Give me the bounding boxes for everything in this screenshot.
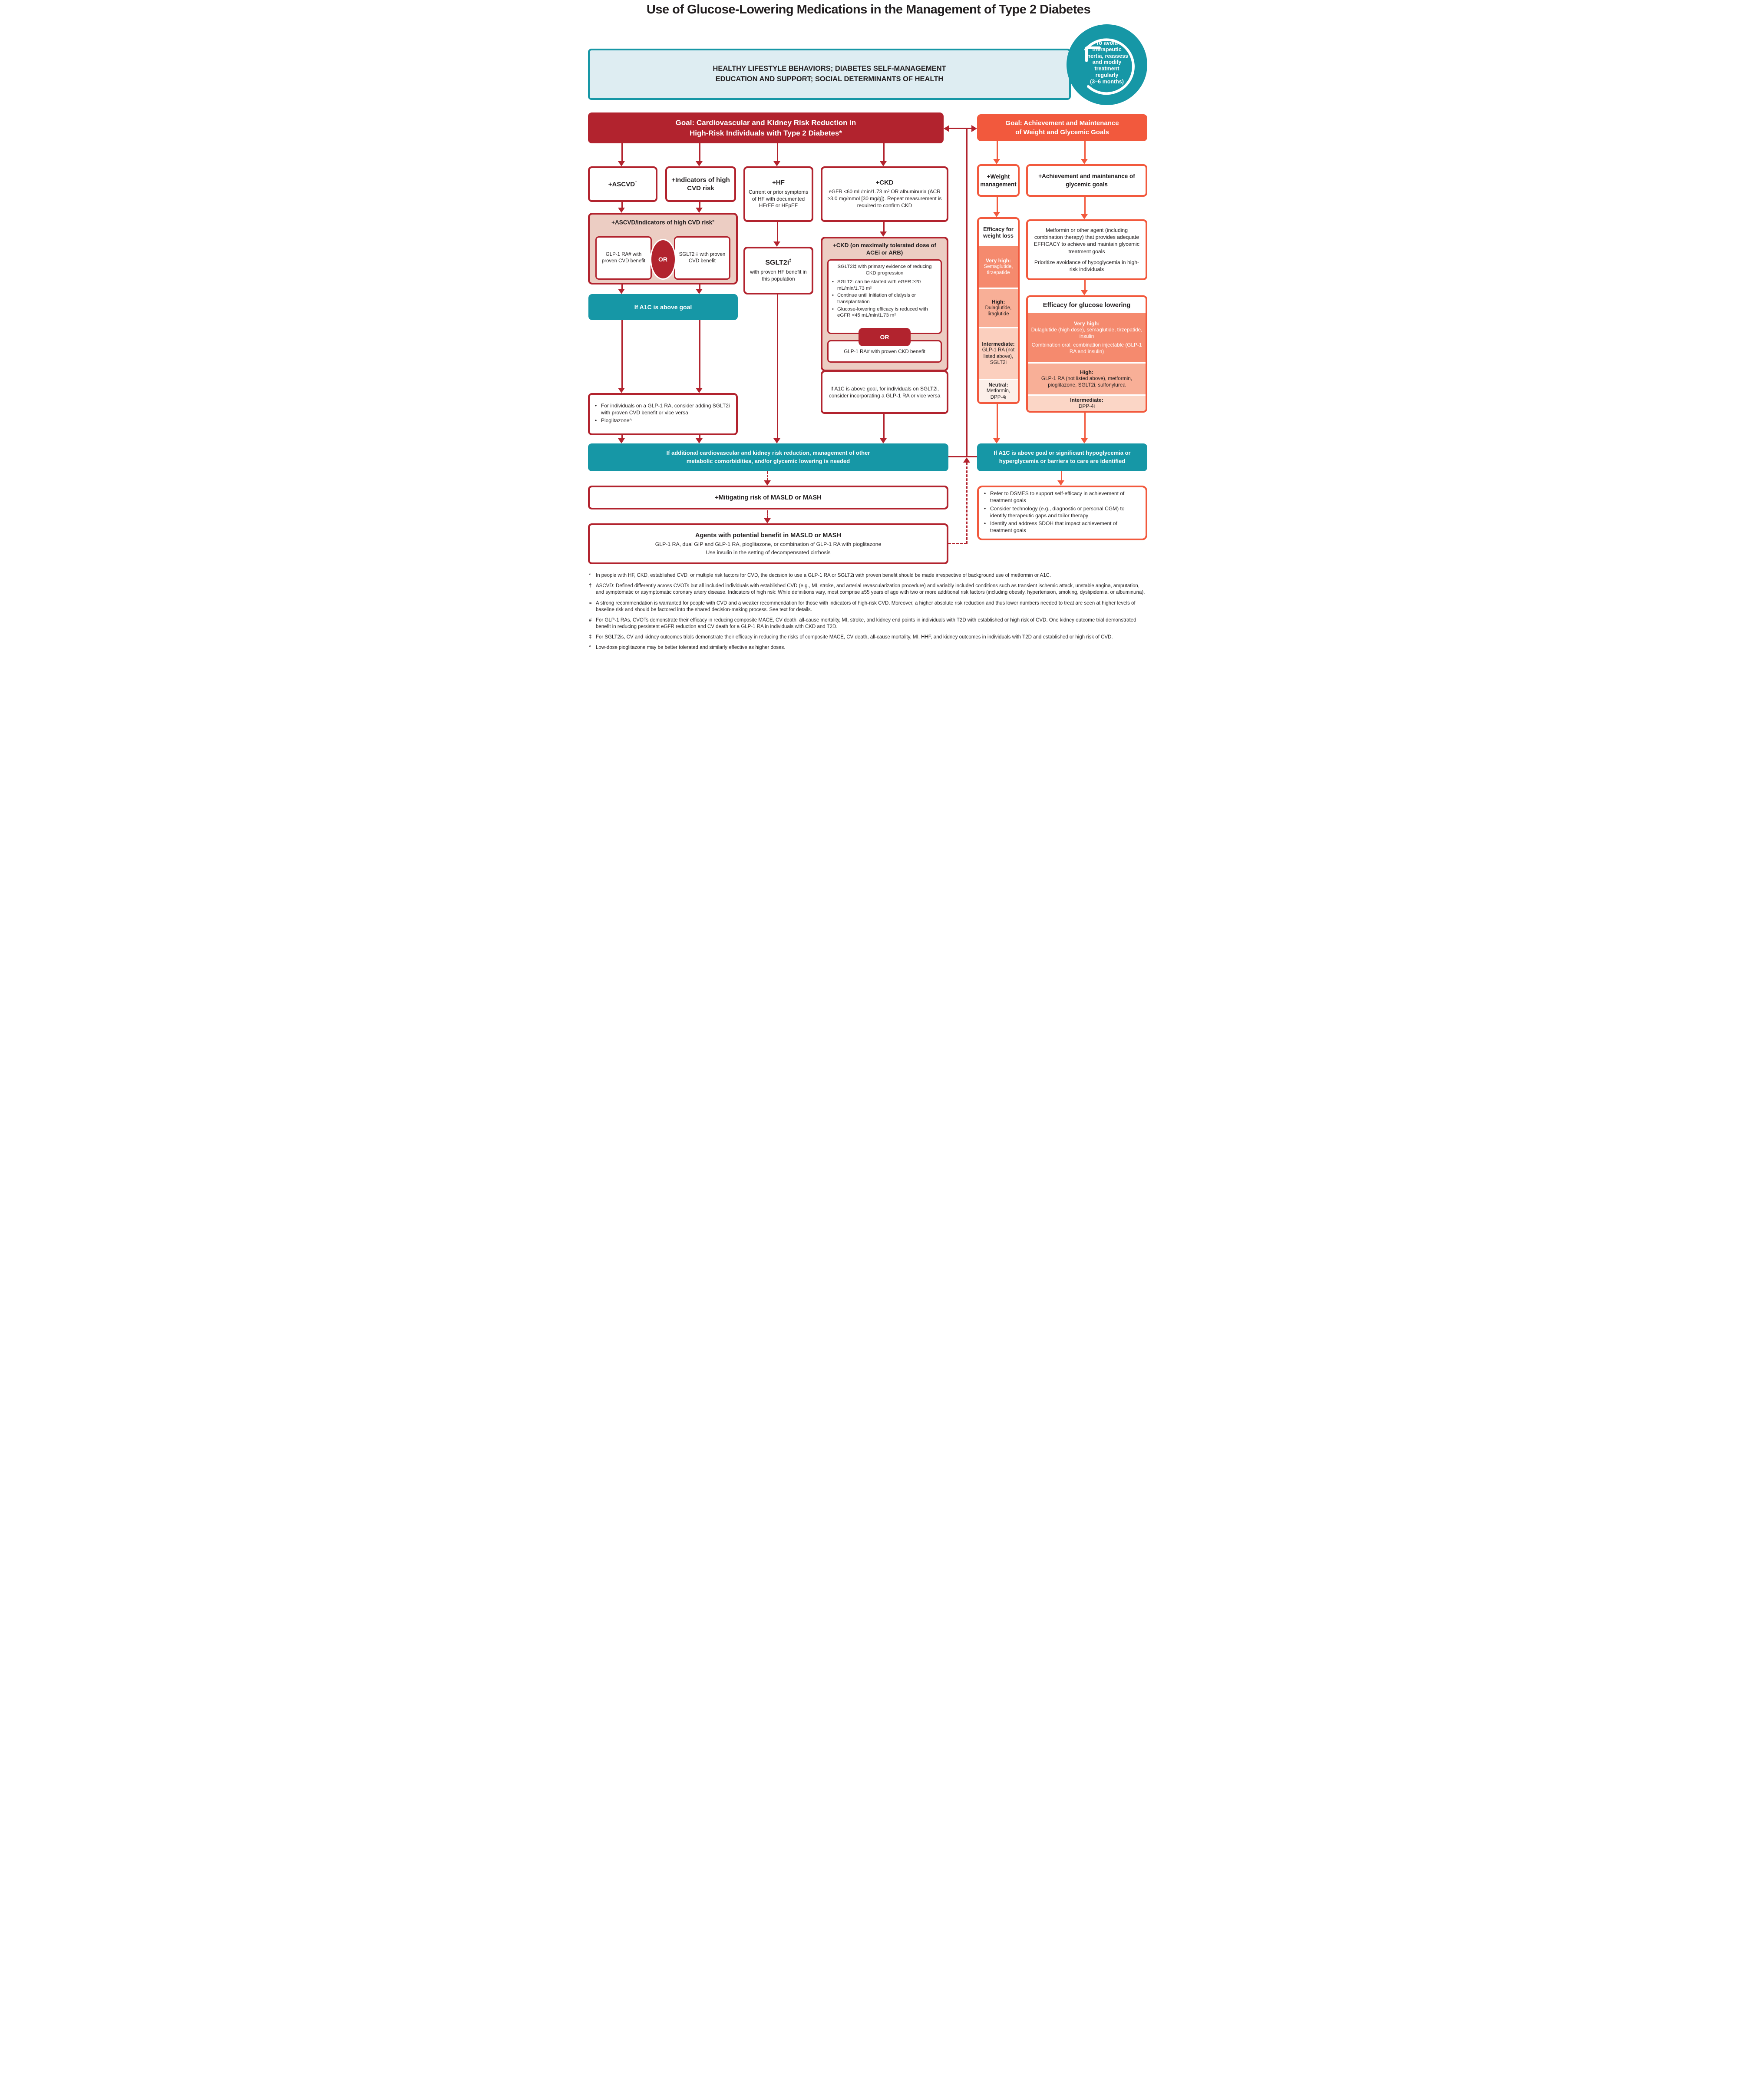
arrowhead-down-icon: [696, 438, 703, 443]
goal-cardio-kidney-header: Goal: Cardiovascular and Kidney Risk Reduction in High-Risk Individuals with Type 2 Diabetes*: [588, 112, 944, 143]
connector: [883, 143, 885, 162]
hf-box: [743, 166, 813, 222]
arrowhead-down-icon: [1057, 480, 1064, 486]
arrowhead-down-icon: [993, 159, 1000, 164]
footnote: * In people with HF, CKD, established CVD, or multiple risk factors for CVD, the decision to use a GLP-1 RA or SGLT2i with proven benefit should be made irrespective of background use of metformin or A1C.: [589, 573, 1051, 578]
arrowhead-down-icon: [773, 438, 780, 443]
hf-title: +HF: [772, 179, 785, 186]
dashed-connector: [767, 510, 768, 519]
ckd-a1c-note-box: If A1C is above goal, for individuals on SGLT2i, consider incorporating a GLP-1 RA or vice versa: [821, 370, 948, 414]
connector: [621, 202, 623, 208]
footnote: ‡ For SGLT2is, CV and kidney outcomes trials demonstrate their efficacy in reducing the risks of composite MACE, CV death, all-cause mortality, MI, HHF, and kidney outcomes in individuals with T2D and established or high risk of CVD.: [589, 635, 1113, 640]
arrowhead-down-icon: [618, 289, 625, 294]
connector: [1084, 280, 1086, 291]
connector: [621, 320, 623, 388]
arrowhead-down-icon: [773, 161, 780, 166]
goal-weight-glycemic-header: Goal: Achievement and Maintenance of Weight and Glycemic Goals: [977, 114, 1147, 141]
ascvd-label: +ASCVD: [608, 181, 635, 188]
or-ellipse: OR: [650, 239, 676, 280]
page-title: Use of Glucose-Lowering Medications in the Management of Type 2 Diabetes: [646, 3, 1091, 17]
ckd-box: [821, 166, 948, 222]
a1c-barriers-band: If A1C is above goal or significant hypoglycemia or hyperglycemia or barriers to care are identified: [977, 443, 1147, 471]
arrowhead-down-icon: [993, 438, 1000, 443]
badge-text: To avoid therapeutic inertia, reassess and modify treatment regularly (3–6 months): [1086, 40, 1128, 85]
ckd-bullets: • SGLT2i can be started with eGFR ≥20 mL/min/1.73 m² • Continue until initiation of dialysis or transplantation • Glucose-lowering efficacy is reduced with eGFR <45 mL/min/1.73 m²: [832, 279, 928, 318]
band-link-line: [948, 456, 977, 457]
masld-box: +Mitigating risk of MASLD or MASH: [588, 486, 948, 509]
metformin-efficacy-box: Metformin or other agent (including combination therapy) that provides adequate EFFICACY to achieve and maintain glycemic treatment goals Prioritize avoidance of hypoglycemia in high-risk individuals: [1026, 219, 1147, 280]
arrowhead-down-icon: [1081, 290, 1088, 295]
arrowhead-down-icon: [764, 518, 771, 523]
glp1-cvd-box: GLP-1 RA# with proven CVD benefit: [595, 236, 652, 280]
footnote: ^ Low-dose pioglitazone may be better tolerated and similarly effective as higher doses.: [589, 645, 786, 651]
arrowhead-down-icon: [1081, 438, 1088, 443]
ckd-max-title: +CKD (on maximally tolerated dose of ACEi or ARB): [833, 242, 936, 256]
weight-management-box: +Weight management: [977, 164, 1020, 197]
ascvd-combo-box: [588, 213, 738, 284]
arrowhead-down-icon: [773, 241, 780, 247]
arrowhead-up-icon: [963, 457, 970, 463]
combo-title: +ASCVD/indicators of high CVD risk: [611, 219, 713, 226]
sglt2i-hf-box: SGLT2i‡ with proven HF benefit in this population: [743, 247, 813, 294]
connector: [777, 294, 778, 439]
sglt2i-ckd-evidence-box: SGLT2i‡ with primary evidence of reducing CKD progression • SGLT2i can be started with eGFR ≥20 mL/min/1.73 m² • Continue until initiation of dialysis or transplantation • Glucose-lowering efficacy is reduced with eGFR <45 mL/min/1.73 m²: [827, 259, 942, 334]
connector: [777, 222, 778, 242]
therapeutic-inertia-badge: [1067, 24, 1147, 105]
glucose-efficacy-box: [1026, 295, 1147, 413]
weight-loss-title: Efficacy for weight loss: [979, 219, 1018, 246]
glycemic-achievement-box: +Achievement and maintenance of glycemic goals: [1026, 164, 1147, 197]
connector: [883, 222, 885, 232]
tier-high: High: Dulaglutide, liraglutide: [979, 288, 1018, 327]
arrowhead-down-icon: [1081, 159, 1088, 164]
arrowhead-down-icon: [618, 161, 625, 166]
tier-intermediate: Intermediate: GLP-1 RA (not listed above), SGLT2i: [979, 327, 1018, 379]
or-pill: OR: [859, 328, 911, 346]
additional-risk-band: If additional cardiovascular and kidney risk reduction, management of other metabolic comorbidities, and/or glycemic lowering is needed: [588, 443, 948, 471]
ascvd-box: [588, 166, 657, 202]
connector: [883, 414, 885, 439]
footnotes: [589, 572, 1148, 655]
arrowhead-right-icon: [971, 125, 977, 132]
connector: [699, 143, 700, 162]
lifestyle-banner-line2: EDUCATION AND SUPPORT; SOCIAL DETERMINANTS OF HEALTH: [715, 75, 944, 83]
arrowhead-down-icon: [618, 208, 625, 213]
connector: [997, 404, 998, 439]
dashed-connector: [767, 471, 768, 481]
connector: [699, 320, 700, 388]
tier-high: High: GLP-1 RA (not listed above), metformin, pioglitazone, SGLT2i, sulfonylurea: [1028, 362, 1146, 394]
arrowhead-left-icon: [944, 125, 949, 132]
sglt2i-hf-body: with proven HF benefit in this population: [750, 269, 807, 282]
arrowhead-down-icon: [764, 480, 771, 486]
arrowhead-down-icon: [696, 161, 703, 166]
feedback-dashed-vertical: [966, 463, 968, 544]
ckd-title: +CKD: [875, 179, 894, 187]
infographic: [586, 0, 1151, 691]
footnote: # For GLP-1 RAs, CVOTs demonstrate their efficacy in reducing composite MACE, CV death, all-cause mortality, MI, stroke, and kidney end points in individuals with T2D with established or high risk of CVD. One kidney outcome trial demonstrated benefit in reducing persistent eGFR reduction and CV death for a GLP-1 RA in individuals with CKD and T2D.: [589, 617, 1136, 630]
connector: [699, 202, 700, 208]
a1c-options-box: • For individuals on a GLP-1 RA, consider adding SGLT2i with proven CVD benefit or vice versa • Pioglitazone^: [588, 393, 738, 435]
arrowhead-down-icon: [618, 438, 625, 443]
connector: [1084, 141, 1086, 159]
arrowhead-down-icon: [696, 289, 703, 294]
lifestyle-banner: [588, 49, 1071, 100]
arrowhead-down-icon: [993, 212, 1000, 217]
glucose-title: Efficacy for glucose lowering: [1028, 297, 1146, 313]
indicators-box: +Indicators of high CVD risk: [665, 166, 736, 202]
arrowhead-down-icon: [880, 161, 887, 166]
arrowhead-down-icon: [696, 388, 703, 393]
arrowhead-down-icon: [1081, 214, 1088, 219]
footnote: † ASCVD: Defined differently across CVOTs but all included individuals with established CVD (e.g., MI, stroke, and arterial revascularization procedure) and variably included conditions such as transient ischemic attack, unstable angina, amputation, and symptomatic or asymptomatic coronary artery disease. Indicators of high risk: While definitions vary, most comprise ≥55 years of age with two or more additional risk factors (including obesity, hypertension, smoking, dyslipidemia, or albuminuria).: [589, 583, 1145, 595]
tier-very-high: Very high: Semaglutide, tirzepatide: [979, 246, 1018, 288]
weight-loss-efficacy-column: [977, 217, 1020, 404]
connector: [621, 143, 623, 162]
ascvd-sup: †: [635, 180, 637, 185]
connector: [1061, 471, 1062, 481]
ckd-body: eGFR <60 mL/min/1.73 m² OR albuminuria (ACR ≥3.0 mg/mmol [30 mg/g]). Repeat measurement is required to confirm CKD: [827, 189, 942, 208]
ckd-max-box: [821, 237, 948, 371]
hf-body: Current or prior symptoms of HF with documented HFrEF or HFpEF: [748, 189, 808, 209]
arrowhead-down-icon: [618, 388, 625, 393]
sglt2i-cvd-box: SGLT2i‡ with proven CVD benefit: [674, 236, 730, 280]
header-link-line: [947, 128, 973, 129]
glp1-ckd-benefit-box: GLP-1 RA# with proven CKD benefit: [827, 340, 942, 363]
feedback-vertical-line: [966, 129, 968, 457]
connector: [997, 141, 998, 159]
tier-neutral: Neutral: Metformin, DPP-4i: [979, 379, 1018, 402]
masld-agents-box: Agents with potential benefit in MASLD or MASH GLP-1 RA, dual GIP and GLP-1 RA, pioglitazone, or combination of GLP-1 RA with pioglitazone Use insulin in the setting of decompensated cirrhosis: [588, 523, 948, 564]
tier-very-high: Very high: Dulaglutide (high dose), semaglutide, tirzepatide, insulin Combination oral, combination injectable (GLP-1 RA and insulin): [1028, 313, 1146, 362]
connector: [997, 197, 998, 212]
tier-intermediate: Intermediate: DPP-4i: [1028, 394, 1146, 411]
lifestyle-banner-line1: HEALTHY LIFESTYLE BEHAVIORS; DIABETES SELF-MANAGEMENT: [713, 65, 946, 73]
combo-sup: ≈: [712, 218, 714, 223]
footnote: ≈ A strong recommendation is warranted for people with CVD and a weaker recommendation for those with indicators of high-risk CVD. Moreover, a higher absolute risk reduction and thus lower numbers needed to treat are seen at higher levels of baseline risk and should be factored into the shared decision-making process. See text for details.: [589, 600, 1136, 612]
arrowhead-down-icon: [880, 438, 887, 443]
arrowhead-down-icon: [880, 231, 887, 237]
dsmes-box: • Refer to DSMES to support self-efficacy in achievement of treatment goals • Consider technology (e.g., diagnostic or personal CGM) to identify therapeutic gaps and tailor therapy • Identify and address SDOH that impact achievement of treatment goals: [977, 486, 1147, 540]
connector: [777, 143, 778, 162]
connector: [1084, 197, 1086, 215]
connector: [1084, 413, 1086, 439]
arrowhead-down-icon: [696, 208, 703, 213]
feedback-dashed-horizontal: [948, 543, 967, 544]
a1c-above-goal-strip: If A1C is above goal: [588, 294, 738, 320]
